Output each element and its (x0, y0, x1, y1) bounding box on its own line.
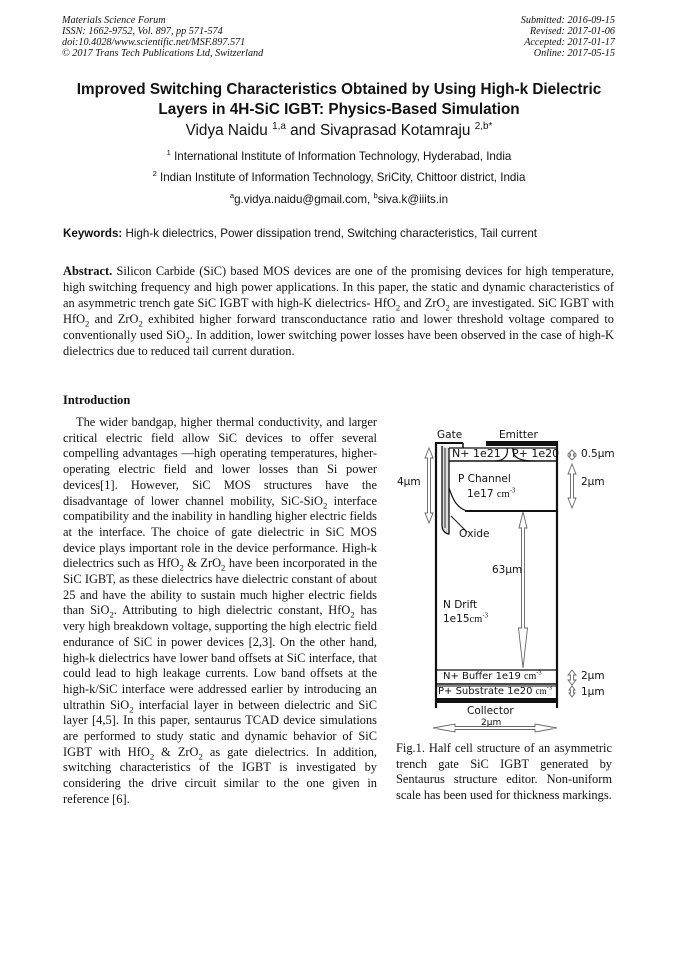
dim-1um: 1μm (581, 686, 605, 698)
intro-text: The wider bandgap, higher thermal conductivity, and larger critical electric field allow SiC devices to offer several compelling advantages —high operating temperatures, higher-operating electric field and lower losses than Si power devices[1]. However, SiC MOS structures have the disadvantage of lower channel mobility, SiC-SiO (63, 415, 377, 508)
unit-exp: -3 (546, 684, 553, 692)
substrate-text: P+ Substrate 1e20 (438, 686, 533, 697)
subscript: 2 (109, 609, 114, 620)
n-buffer-label (443, 671, 542, 682)
abstract-text: . In addition, lower switching power losses have been observed in the case of high-K dielectrics due to reduced tail current duration. (63, 328, 615, 358)
subscript: 2 (445, 302, 450, 313)
figure-igbt-structure (395, 428, 635, 738)
subscript: 2 (185, 334, 190, 345)
subscript: 2 (350, 609, 355, 620)
dim-0-5um: 0.5μm (581, 448, 615, 460)
unit-exp: -3 (536, 669, 542, 677)
online-date: Online: 2017-05-15 (533, 48, 615, 59)
subscript: 2 (322, 499, 328, 510)
accepted-date: Accepted: 2017-01-17 (524, 37, 615, 48)
unit: cm (469, 614, 483, 625)
abstract-text: and ZrO (400, 296, 446, 310)
doi: doi:10.4028/www.scientific.net/MSF.897.571 (62, 37, 246, 48)
dim-2um-width: 2μm (481, 718, 502, 728)
unit: cm (535, 686, 547, 696)
intro-text: & ZrO (154, 744, 199, 759)
intro-text: has very high breakdown voltage, supporting the high electric field endurance of SiC in power devices [2,3]. On the other hand, high-k dielectrics have lower band offsets at SiC interface, that could lead to high leakage currents. Low band offsets at the high-k/SiC interface were addressed earlier by introducing an ultrathin SiO (63, 603, 377, 712)
author-2-sup: 2,b* (474, 120, 493, 132)
intro-text: as gate dielectrics. In addition, switching characteristics of the IGBT is investigated by considering the drive circuit similar to the one given in reference [6]. (63, 744, 377, 806)
author-and: and (285, 122, 320, 139)
author-1: Vidya Naidu (185, 122, 268, 139)
section-heading-introduction: Introduction (63, 393, 131, 407)
oxide-label: Oxide (459, 528, 490, 540)
abstract-text: and ZrO (89, 312, 139, 326)
affiliation-2-text: Indian Institute of Information Technology, SriCity, Chittoor district, India (160, 171, 526, 184)
figure-caption: Fig.1. Half cell structure of an asymmetric trench gate SiC IGBT generated by Sentaurus structure editor. Non-uniform scale has been used for thickness markings. (396, 741, 612, 802)
author-1-sup: 1,a (272, 120, 286, 132)
dates-header (521, 15, 615, 59)
keywords-label: Keywords: (63, 227, 123, 240)
affiliation-2-sup: 2 (152, 169, 157, 179)
issn-volume: ISSN: 1662-9752, Vol. 897, pp 571-574 (62, 26, 223, 37)
keywords (63, 227, 537, 240)
unit: cm (496, 489, 510, 500)
n-plus-label: N+ 1e21 (452, 447, 501, 460)
subscript: 2 (129, 704, 134, 715)
doping-value: 1e15 (443, 613, 470, 625)
copyright: © 2017 Trans Tech Publications Ltd, Switzerland (62, 48, 264, 59)
dim-2um-buffer: 2μm (581, 670, 605, 682)
keywords-text: High-k dielectrics, Power dissipation trend, Switching characteristics, Tail current (122, 227, 538, 240)
collector-label: Collector (467, 705, 514, 717)
subscript: 2 (149, 751, 155, 762)
intro-text: have been incorporated in the SiC IGBT, as these dielectrics have dielectric constant of about 25 and have the ability to sustain much higher electric fields than SiO (63, 556, 377, 618)
intro-text: interfacial layer in between dielectric and SiC layer [4,5]. In this paper, sentaurus TCAD device simulations are performed to study static and dynamic behavior of SiC IGBT with HfO (63, 697, 377, 759)
doping-value: 1e17 (467, 488, 494, 500)
subscript: 2 (85, 318, 90, 329)
subscript: 2 (198, 751, 203, 762)
abstract (63, 263, 614, 359)
dim-63um: 63μm (492, 564, 523, 576)
n-drift-label: N Drift (443, 599, 478, 611)
unit-exp: -3 (482, 612, 489, 620)
introduction-body (63, 415, 377, 808)
n-drift-doping (443, 613, 488, 625)
abstract-label: Abstract. (63, 264, 113, 278)
unit-exp: -3 (509, 487, 516, 495)
abstract-text: Silicon Carbide (SiC) based MOS devices are one of the promising devices for high temperature, high switching frequency and high power applications. In this paper, the static and dynamic characteristics of an asymmetric trench gate SiC IGBT with high-K dielectrics- HfO (63, 264, 614, 310)
emails (40, 193, 638, 206)
affiliation-1-text: International Institute of Information Technology, Hyderabad, India (174, 150, 512, 163)
intro-text: interface compatibility and the inability in handling higher electric fields at the interface. The choice of gate dielectric in SiC MOS device plays important role in the device performance. High-k dielectrics such as HfO (63, 493, 377, 571)
unit: cm (524, 671, 537, 682)
intro-text: . Attributing to high dielectric constant, HfO (113, 603, 351, 618)
p-channel-doping (467, 488, 515, 500)
subscript: 2 (221, 562, 226, 573)
abstract-text: exhibited higher forward transconductance ratio and lower threshold voltage compared to conventionally used SiO (63, 312, 614, 342)
authors (40, 122, 638, 140)
title-line-1: Improved Switching Characteristics Obtained by Using High-k Dielectric (76, 81, 602, 98)
subscript: 2 (395, 302, 401, 313)
emitter-label: Emitter (499, 429, 538, 441)
p-substrate-label (438, 686, 552, 697)
author-2: Sivaprasad Kotamraju (319, 122, 471, 139)
affiliation-1-sup: 1 (166, 148, 171, 158)
journal-header (62, 15, 263, 59)
gate-label: Gate (437, 429, 463, 441)
email-a-sup: a (229, 191, 235, 201)
affiliation-2 (40, 171, 638, 184)
paper-title (40, 80, 638, 120)
affiliation-1 (40, 150, 638, 163)
revised-date: Revised: 2017-01-06 (529, 26, 615, 37)
intro-text: & ZrO (183, 556, 222, 571)
abstract-text: are investigated. SiC IGBT with HfO (63, 296, 614, 326)
email-b-sup: b (373, 191, 378, 201)
p-channel-label: P Channel (458, 473, 511, 485)
dim-4um: 4μm (397, 476, 421, 488)
journal-name: Materials Science Forum (62, 15, 166, 26)
buffer-text: N+ Buffer 1e19 (443, 671, 521, 682)
subscript: 2 (179, 562, 184, 573)
title-line-2: Layers in 4H-SiC IGBT: Physics-Based Simulation (158, 101, 520, 118)
p-plus-label: P+ 1e20 (512, 447, 560, 460)
submitted-date: Submitted: 2016-09-15 (520, 15, 615, 26)
subscript: 2 (138, 318, 143, 329)
email-b-link[interactable]: siva.k@iiits.in (377, 193, 449, 206)
email-a-link[interactable]: g.vidya.naidu@gmail.com, (234, 193, 374, 206)
dim-2um-channel: 2μm (581, 476, 605, 488)
